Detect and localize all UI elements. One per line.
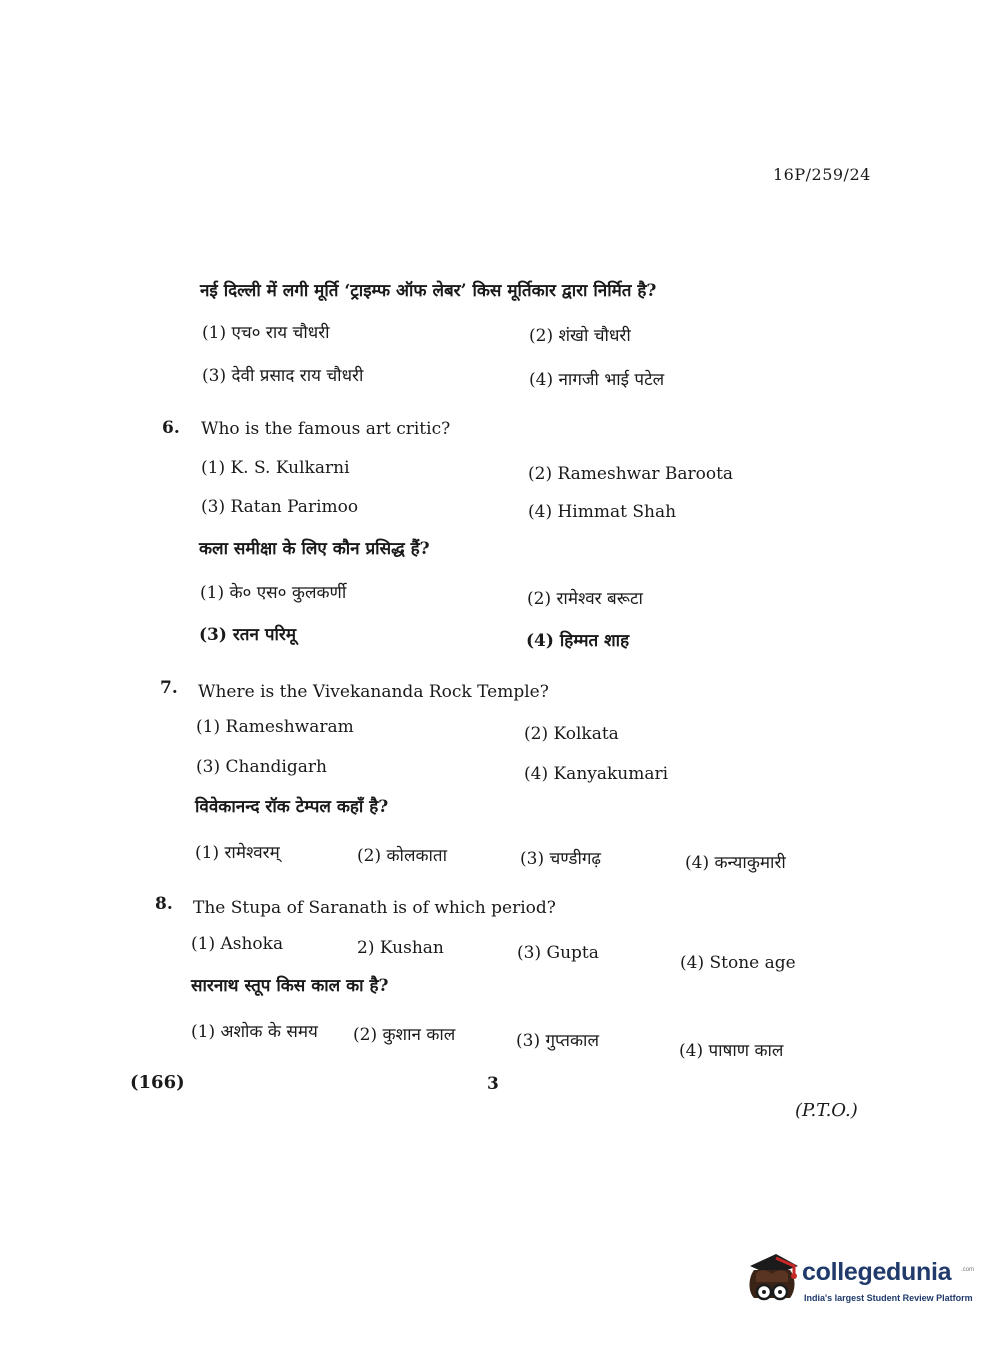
q7-hindi-option-2: (2) कोलकाता xyxy=(357,846,448,866)
q8-hindi-option-1: (1) अशोक के समय xyxy=(191,1022,318,1042)
q7-question: Where is the Vivekananda Rock Temple? xyxy=(198,682,549,702)
collegedunia-logo xyxy=(742,1252,975,1314)
q8-option-2: 2) Kushan xyxy=(357,938,444,958)
q7-hindi-question: विवेकानन्द रॉक टेम्पल कहाँ है? xyxy=(195,797,389,817)
q5-hindi-question: नई दिल्ली में लगी मूर्ति ‘ट्राइम्फ ऑफ लेबर’ किस मूर्तिकार द्वारा निर्मित है? xyxy=(200,281,657,301)
q8-option-3: (3) Gupta xyxy=(517,943,599,963)
q7-option-2: (2) Kolkata xyxy=(524,724,619,744)
q6-hindi-option-3: (3) रतन परिमू xyxy=(199,625,297,645)
q5-hindi-option-2: (2) शंखो चौधरी xyxy=(529,326,631,346)
q6-option-2: (2) Rameshwar Baroota xyxy=(528,464,734,484)
q8-option-4: (4) Stone age xyxy=(680,953,796,973)
q6-number: 6. xyxy=(162,418,180,438)
logo-tagline: India's largest Student Review Platform xyxy=(804,1293,973,1303)
paper-series-code: (166) xyxy=(130,1072,185,1093)
q6-option-3: (3) Ratan Parimoo xyxy=(201,497,359,517)
q8-option-1: (1) Ashoka xyxy=(191,934,284,954)
q7-option-1: (1) Rameshwaram xyxy=(196,717,354,737)
q7-hindi-option-4: (4) कन्याकुमारी xyxy=(685,853,786,873)
q8-hindi-option-2: (2) कुशान काल xyxy=(353,1025,456,1045)
q6-hindi-option-4: (4) हिम्मत शाह xyxy=(526,631,630,651)
q6-hindi-option-1: (1) के० एस० कुलकर्णी xyxy=(200,583,347,603)
paper-code: 16P/259/24 xyxy=(773,165,871,184)
q8-hindi-question: सारनाथ स्तूप किस काल का है? xyxy=(191,976,389,996)
q7-hindi-option-1: (1) रामेश्वरम् xyxy=(195,843,280,863)
q5-hindi-option-1: (1) एच० राय चौधरी xyxy=(202,323,330,343)
logo-domain: .com xyxy=(961,1267,975,1273)
q7-option-3: (3) Chandigarh xyxy=(196,757,327,777)
q7-number: 7. xyxy=(160,678,178,698)
page-number: 3 xyxy=(487,1074,499,1094)
q6-option-4: (4) Himmat Shah xyxy=(528,502,677,522)
q8-hindi-option-4: (4) पाषाण काल xyxy=(679,1041,784,1061)
q5-hindi-option-3: (3) देवी प्रसाद राय चौधरी xyxy=(202,366,364,386)
q6-option-1: (1) K. S. Kulkarni xyxy=(201,458,350,478)
q8-question: The Stupa of Saranath is of which period? xyxy=(193,898,556,918)
q6-hindi-question: कला समीक्षा के लिए कौन प्रसिद्ध हैं? xyxy=(199,539,430,559)
q8-hindi-option-3: (3) गुप्तकाल xyxy=(516,1031,599,1051)
please-turn-over: (P.T.O.) xyxy=(795,1100,858,1121)
q7-option-4: (4) Kanyakumari xyxy=(524,764,669,784)
q7-hindi-option-3: (3) चण्डीगढ़ xyxy=(520,849,601,869)
q5-hindi-option-4: (4) नागजी भाई पटेल xyxy=(529,370,665,390)
q6-question: Who is the famous art critic? xyxy=(201,419,451,439)
mascot-icon xyxy=(742,1252,802,1314)
q6-hindi-option-2: (2) रामेश्वर बरूटा xyxy=(527,589,643,609)
q8-number: 8. xyxy=(155,894,173,914)
logo-wordmark: collegedunia xyxy=(802,1258,952,1286)
